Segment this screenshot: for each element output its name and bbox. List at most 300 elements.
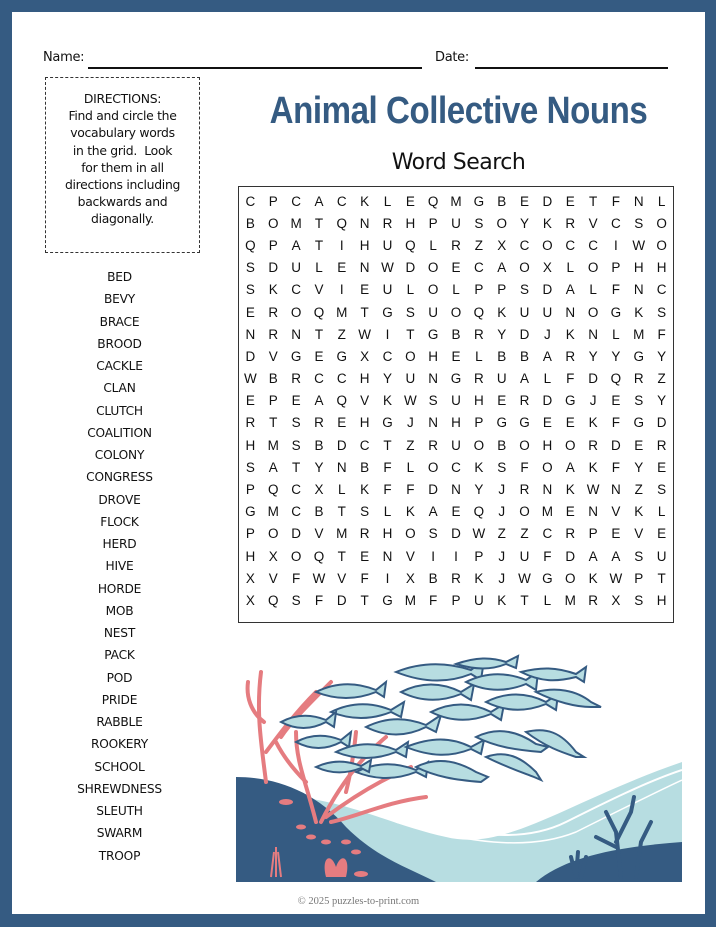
grid-cell[interactable]: P	[451, 592, 461, 608]
grid-cell[interactable]: S	[657, 482, 667, 498]
grid-cell[interactable]: E	[451, 504, 461, 520]
grid-cell[interactable]: D	[336, 592, 347, 608]
grid-cell[interactable]: O	[564, 437, 576, 453]
grid-cell[interactable]: B	[497, 437, 507, 453]
grid-cell[interactable]: W	[472, 526, 486, 542]
grid-cell[interactable]: O	[587, 304, 599, 320]
grid-cell[interactable]: P	[474, 282, 484, 298]
grid-cell[interactable]: E	[497, 393, 507, 409]
grid-cell[interactable]: K	[382, 393, 392, 409]
grid-cell[interactable]: T	[360, 592, 369, 608]
grid-cell[interactable]: D	[245, 348, 256, 364]
grid-cell[interactable]: H	[245, 548, 256, 564]
grid-cell[interactable]: A	[428, 504, 438, 520]
grid-cell[interactable]: Q	[336, 393, 348, 409]
grid-cell[interactable]: C	[314, 371, 324, 387]
grid-cell[interactable]: U	[291, 260, 301, 276]
grid-cell[interactable]: Q	[268, 592, 279, 608]
grid-cell[interactable]: G	[496, 415, 507, 431]
grid-cell[interactable]: R	[382, 215, 393, 231]
grid-cell[interactable]: B	[268, 371, 278, 387]
grid-cell[interactable]: E	[245, 393, 255, 409]
grid-cell[interactable]: E	[360, 548, 370, 564]
grid-cell[interactable]: G	[564, 393, 576, 409]
grid-cell[interactable]: A	[588, 548, 598, 564]
grid-cell[interactable]: E	[565, 415, 575, 431]
grid-cell[interactable]: D	[291, 526, 301, 542]
grid-cell[interactable]: F	[611, 193, 621, 209]
grid-cell[interactable]: P	[428, 215, 438, 231]
grid-cell[interactable]: L	[566, 260, 574, 276]
grid-cell[interactable]: O	[587, 260, 599, 276]
grid-cell[interactable]: A	[542, 348, 552, 364]
grid-cell[interactable]: B	[314, 504, 324, 520]
grid-cell[interactable]: C	[382, 348, 393, 364]
grid-cell[interactable]: O	[427, 459, 439, 475]
grid-cell[interactable]: Q	[336, 215, 348, 231]
grid-cell[interactable]: K	[474, 459, 484, 475]
grid-cell[interactable]: L	[383, 504, 392, 520]
grid-cell[interactable]: K	[497, 592, 507, 608]
grid-cell[interactable]: A	[520, 371, 530, 387]
grid-cell[interactable]: P	[588, 526, 598, 542]
grid-cell[interactable]: Q	[268, 482, 279, 498]
grid-cell[interactable]: O	[268, 526, 279, 542]
grid-cell[interactable]: Q	[405, 237, 416, 253]
grid-cell[interactable]: B	[428, 570, 438, 586]
grid-cell[interactable]: N	[428, 371, 439, 387]
grid-cell[interactable]: R	[633, 371, 644, 387]
grid-cell[interactable]: S	[634, 215, 644, 231]
grid-cell[interactable]: L	[657, 504, 666, 520]
grid-cell[interactable]: E	[611, 526, 621, 542]
grid-cell[interactable]: N	[542, 482, 553, 498]
grid-cell[interactable]: S	[245, 260, 255, 276]
grid-cell[interactable]: H	[359, 237, 370, 253]
grid-cell[interactable]: C	[473, 260, 484, 276]
grid-cell[interactable]: U	[519, 548, 530, 564]
grid-cell[interactable]: O	[427, 282, 439, 298]
grid-cell[interactable]: F	[543, 548, 552, 564]
grid-cell[interactable]: D	[656, 415, 667, 431]
grid-cell[interactable]: N	[611, 482, 621, 498]
grid-cell[interactable]: B	[497, 348, 507, 364]
grid-cell[interactable]: R	[565, 526, 576, 542]
grid-cell[interactable]: F	[291, 570, 301, 586]
grid-cell[interactable]: Q	[473, 304, 485, 320]
grid-cell[interactable]: G	[542, 570, 553, 586]
grid-cell[interactable]: R	[473, 326, 484, 342]
grid-cell[interactable]: E	[245, 304, 255, 320]
grid-cell[interactable]: W	[381, 260, 394, 276]
word-search-grid[interactable]	[238, 186, 674, 623]
grid-cell[interactable]: Z	[520, 526, 529, 542]
grid-cell[interactable]: O	[473, 437, 485, 453]
grid-cell[interactable]: C	[291, 193, 301, 209]
grid-cell[interactable]: X	[360, 348, 370, 364]
grid-cell[interactable]: K	[474, 570, 484, 586]
grid-cell[interactable]: L	[612, 326, 620, 342]
grid-cell[interactable]: O	[427, 260, 439, 276]
grid-cell[interactable]: O	[268, 215, 279, 231]
grid-cell[interactable]: S	[428, 526, 438, 542]
grid-cell[interactable]: A	[565, 282, 575, 298]
grid-cell[interactable]: L	[315, 260, 323, 276]
grid-cell[interactable]: E	[565, 504, 575, 520]
grid-cell[interactable]: H	[656, 592, 667, 608]
grid-cell[interactable]: P	[268, 237, 278, 253]
grid-cell[interactable]: K	[588, 570, 598, 586]
grid-cell[interactable]: Y	[382, 371, 392, 387]
grid-cell[interactable]: H	[245, 437, 256, 453]
grid-cell[interactable]: P	[634, 570, 644, 586]
grid-cell[interactable]: P	[268, 193, 278, 209]
grid-cell[interactable]: G	[473, 193, 485, 209]
grid-cell[interactable]: F	[566, 371, 575, 387]
grid-cell[interactable]: J	[498, 504, 506, 520]
grid-cell[interactable]: Z	[634, 482, 643, 498]
grid-cell[interactable]: P	[268, 393, 278, 409]
grid-cell[interactable]: V	[268, 570, 278, 586]
grid-cell[interactable]: F	[406, 482, 415, 498]
grid-cell[interactable]: L	[475, 348, 483, 364]
grid-cell[interactable]: Z	[406, 437, 415, 453]
grid-cell[interactable]: D	[405, 260, 416, 276]
grid-cell[interactable]: G	[450, 371, 462, 387]
grid-cell[interactable]: R	[245, 415, 256, 431]
grid-cell[interactable]: U	[451, 215, 461, 231]
grid-cell[interactable]: O	[450, 304, 462, 320]
grid-cell[interactable]: L	[543, 371, 552, 387]
grid-cell[interactable]: E	[337, 415, 347, 431]
grid-cell[interactable]: Y	[520, 215, 530, 231]
grid-cell[interactable]: R	[359, 526, 370, 542]
grid-cell[interactable]: C	[611, 215, 621, 231]
grid-cell[interactable]: Z	[497, 526, 506, 542]
grid-cell[interactable]: S	[291, 415, 301, 431]
grid-cell[interactable]: O	[496, 215, 507, 231]
grid-cell[interactable]: I	[431, 548, 436, 564]
grid-cell[interactable]: N	[565, 304, 576, 320]
grid-cell[interactable]: C	[519, 237, 530, 253]
grid-cell[interactable]: M	[336, 526, 348, 542]
grid-cell[interactable]: M	[450, 193, 462, 209]
grid-cell[interactable]: N	[291, 326, 301, 342]
grid-cell[interactable]: J	[498, 570, 506, 586]
grid-cell[interactable]: T	[657, 570, 666, 586]
grid-cell[interactable]: R	[451, 237, 461, 253]
grid-cell[interactable]: D	[611, 437, 621, 453]
grid-cell[interactable]: L	[406, 282, 415, 298]
grid-cell[interactable]: M	[267, 437, 279, 453]
grid-cell[interactable]: T	[314, 326, 324, 342]
grid-cell[interactable]: C	[291, 482, 301, 498]
grid-cell[interactable]: U	[405, 371, 416, 387]
grid-cell[interactable]: O	[290, 548, 302, 564]
grid-cell[interactable]: Z	[474, 237, 483, 253]
grid-cell[interactable]: X	[611, 592, 621, 608]
grid-cell[interactable]: A	[565, 459, 575, 475]
grid-cell[interactable]: G	[519, 415, 530, 431]
grid-cell[interactable]: K	[588, 459, 598, 475]
grid-cell[interactable]: C	[291, 282, 301, 298]
grid-cell[interactable]: H	[405, 215, 416, 231]
grid-cell[interactable]: O	[405, 348, 416, 364]
grid-cell[interactable]: U	[473, 592, 484, 608]
grid-cell[interactable]: G	[427, 326, 439, 342]
grid-cell[interactable]: W	[403, 393, 417, 409]
grid-cell[interactable]: U	[382, 282, 393, 298]
grid-cell[interactable]: D	[268, 260, 279, 276]
grid-cell[interactable]: M	[404, 592, 416, 608]
grid-cell[interactable]: W	[586, 482, 600, 498]
grid-cell[interactable]: U	[451, 437, 461, 453]
grid-cell[interactable]: U	[656, 548, 667, 564]
grid-cell[interactable]: C	[336, 193, 347, 209]
grid-cell[interactable]: P	[245, 526, 255, 542]
grid-cell[interactable]: P	[245, 482, 255, 498]
grid-cell[interactable]: Q	[473, 504, 485, 520]
grid-cell[interactable]: E	[451, 260, 461, 276]
grid-cell[interactable]: V	[588, 215, 598, 231]
name-line[interactable]	[88, 67, 422, 69]
grid-cell[interactable]: E	[565, 193, 575, 209]
grid-cell[interactable]: C	[359, 437, 370, 453]
grid-cell[interactable]: W	[358, 326, 372, 342]
grid-cell[interactable]: Y	[634, 459, 644, 475]
grid-cell[interactable]: Y	[497, 326, 507, 342]
grid-cell[interactable]: N	[588, 326, 598, 342]
grid-cell[interactable]: L	[406, 459, 415, 475]
grid-cell[interactable]: S	[291, 592, 301, 608]
grid-cell[interactable]: R	[291, 371, 301, 387]
grid-cell[interactable]: T	[269, 415, 278, 431]
grid-cell[interactable]: N	[336, 459, 347, 475]
grid-cell[interactable]: S	[428, 393, 438, 409]
grid-cell[interactable]: A	[314, 193, 324, 209]
grid-cell[interactable]: B	[451, 326, 461, 342]
grid-cell[interactable]: V	[611, 504, 621, 520]
grid-cell[interactable]: C	[336, 371, 347, 387]
grid-cell[interactable]: W	[244, 371, 257, 387]
grid-cell[interactable]: Q	[610, 371, 622, 387]
grid-cell[interactable]: T	[337, 548, 346, 564]
grid-cell[interactable]: L	[452, 282, 460, 298]
grid-cell[interactable]: C	[542, 526, 553, 542]
grid-cell[interactable]: A	[291, 237, 301, 253]
grid-cell[interactable]: R	[519, 393, 530, 409]
grid-cell[interactable]: J	[498, 548, 506, 564]
grid-cell[interactable]: S	[657, 304, 667, 320]
grid-cell[interactable]: V	[405, 548, 415, 564]
grid-cell[interactable]: J	[589, 393, 597, 409]
grid-cell[interactable]: R	[656, 437, 667, 453]
grid-cell[interactable]: X	[245, 570, 255, 586]
grid-cell[interactable]: L	[657, 193, 666, 209]
grid-cell[interactable]: E	[520, 193, 530, 209]
grid-cell[interactable]: K	[360, 193, 370, 209]
grid-cell[interactable]: L	[383, 193, 392, 209]
grid-cell[interactable]: X	[405, 570, 415, 586]
grid-cell[interactable]: H	[656, 260, 667, 276]
grid-cell[interactable]: T	[406, 326, 415, 342]
grid-cell[interactable]: A	[314, 393, 324, 409]
grid-cell[interactable]: S	[634, 548, 644, 564]
grid-cell[interactable]: F	[429, 592, 438, 608]
grid-cell[interactable]: F	[383, 459, 392, 475]
grid-cell[interactable]: H	[359, 415, 370, 431]
grid-cell[interactable]: K	[634, 504, 644, 520]
grid-cell[interactable]: R	[268, 304, 279, 320]
grid-cell[interactable]: D	[336, 437, 347, 453]
grid-cell[interactable]: F	[611, 282, 621, 298]
grid-cell[interactable]: T	[291, 459, 301, 475]
grid-cell[interactable]: N	[588, 504, 598, 520]
grid-cell[interactable]: U	[496, 371, 507, 387]
grid-cell[interactable]: G	[336, 348, 348, 364]
grid-cell[interactable]: S	[405, 304, 415, 320]
grid-cell[interactable]: B	[360, 459, 370, 475]
grid-cell[interactable]: U	[428, 304, 439, 320]
grid-cell[interactable]: C	[656, 282, 667, 298]
grid-cell[interactable]: U	[451, 393, 461, 409]
grid-cell[interactable]: V	[314, 526, 324, 542]
grid-cell[interactable]: J	[406, 415, 414, 431]
grid-cell[interactable]: H	[633, 260, 644, 276]
grid-cell[interactable]: R	[565, 348, 576, 364]
grid-cell[interactable]: T	[520, 592, 529, 608]
grid-cell[interactable]: N	[633, 282, 644, 298]
grid-cell[interactable]: Q	[313, 304, 325, 320]
grid-cell[interactable]: V	[360, 393, 370, 409]
grid-cell[interactable]: N	[451, 482, 461, 498]
grid-cell[interactable]: V	[314, 282, 324, 298]
grid-cell[interactable]: I	[385, 570, 390, 586]
grid-cell[interactable]: C	[245, 193, 256, 209]
grid-cell[interactable]: R	[428, 437, 439, 453]
grid-cell[interactable]: S	[245, 459, 255, 475]
grid-cell[interactable]: F	[360, 570, 369, 586]
grid-cell[interactable]: V	[268, 348, 278, 364]
grid-cell[interactable]: S	[360, 504, 370, 520]
grid-cell[interactable]: G	[610, 304, 622, 320]
grid-cell[interactable]: O	[519, 260, 530, 276]
grid-cell[interactable]: V	[337, 570, 347, 586]
grid-cell[interactable]: O	[519, 437, 530, 453]
grid-cell[interactable]: E	[634, 437, 644, 453]
grid-cell[interactable]: U	[519, 304, 530, 320]
grid-cell[interactable]: D	[565, 548, 576, 564]
grid-cell[interactable]: K	[405, 504, 415, 520]
grid-cell[interactable]: E	[611, 393, 621, 409]
grid-cell[interactable]: H	[542, 437, 553, 453]
grid-cell[interactable]: G	[382, 415, 393, 431]
grid-cell[interactable]: F	[520, 459, 529, 475]
grid-cell[interactable]: N	[382, 548, 393, 564]
grid-cell[interactable]: I	[385, 326, 390, 342]
grid-cell[interactable]: G	[382, 304, 393, 320]
grid-cell[interactable]: O	[542, 459, 553, 475]
grid-cell[interactable]: R	[588, 437, 598, 453]
grid-cell[interactable]: C	[291, 504, 301, 520]
grid-cell[interactable]: S	[520, 282, 530, 298]
grid-cell[interactable]: H	[451, 415, 461, 431]
grid-cell[interactable]: P	[611, 260, 621, 276]
grid-cell[interactable]: S	[634, 592, 644, 608]
grid-cell[interactable]: E	[405, 193, 415, 209]
grid-cell[interactable]: V	[634, 526, 644, 542]
grid-cell[interactable]: R	[588, 592, 598, 608]
grid-cell[interactable]: X	[314, 482, 324, 498]
grid-cell[interactable]: R	[565, 215, 576, 231]
grid-cell[interactable]: K	[565, 326, 575, 342]
grid-cell[interactable]: L	[338, 482, 346, 498]
grid-cell[interactable]: Q	[313, 548, 325, 564]
grid-cell[interactable]: S	[497, 459, 507, 475]
grid-cell[interactable]: X	[245, 592, 255, 608]
grid-cell[interactable]: C	[451, 459, 461, 475]
grid-cell[interactable]: K	[565, 482, 575, 498]
grid-cell[interactable]: Q	[245, 237, 256, 253]
grid-cell[interactable]: N	[359, 215, 370, 231]
grid-cell[interactable]: M	[290, 215, 302, 231]
grid-cell[interactable]: D	[542, 282, 553, 298]
grid-cell[interactable]: W	[632, 237, 646, 253]
grid-cell[interactable]: D	[428, 482, 439, 498]
grid-cell[interactable]: I	[614, 237, 618, 253]
grid-cell[interactable]: H	[428, 348, 439, 364]
grid-cell[interactable]: E	[337, 260, 347, 276]
grid-cell[interactable]: B	[314, 437, 324, 453]
grid-cell[interactable]: K	[542, 215, 552, 231]
grid-cell[interactable]: T	[337, 504, 346, 520]
grid-cell[interactable]: N	[359, 260, 370, 276]
grid-cell[interactable]: B	[497, 193, 507, 209]
grid-cell[interactable]: Y	[657, 393, 667, 409]
grid-cell[interactable]: D	[451, 526, 461, 542]
grid-cell[interactable]: D	[542, 393, 553, 409]
grid-cell[interactable]: K	[360, 482, 370, 498]
grid-cell[interactable]: H	[359, 371, 370, 387]
grid-cell[interactable]: Q	[427, 193, 439, 209]
grid-cell[interactable]: P	[474, 415, 484, 431]
grid-cell[interactable]: O	[656, 215, 667, 231]
grid-cell[interactable]: Y	[474, 482, 484, 498]
grid-cell[interactable]: O	[656, 237, 667, 253]
grid-cell[interactable]: Y	[657, 348, 667, 364]
grid-cell[interactable]: K	[268, 282, 278, 298]
grid-cell[interactable]: N	[245, 326, 256, 342]
grid-cell[interactable]: J	[544, 326, 551, 342]
grid-cell[interactable]: F	[657, 326, 666, 342]
grid-cell[interactable]: E	[657, 526, 667, 542]
grid-cell[interactable]: T	[314, 237, 324, 253]
grid-cell[interactable]: T	[314, 215, 324, 231]
grid-cell[interactable]: N	[428, 415, 439, 431]
grid-cell[interactable]: T	[588, 193, 598, 209]
grid-cell[interactable]: O	[519, 504, 530, 520]
grid-cell[interactable]: F	[611, 415, 621, 431]
grid-cell[interactable]: O	[542, 237, 553, 253]
grid-cell[interactable]: F	[314, 592, 324, 608]
grid-cell[interactable]: R	[268, 326, 279, 342]
grid-cell[interactable]: D	[588, 371, 598, 387]
grid-cell[interactable]: A	[611, 548, 621, 564]
grid-cell[interactable]: E	[542, 415, 552, 431]
grid-cell[interactable]: W	[518, 570, 531, 586]
grid-cell[interactable]: M	[564, 592, 576, 608]
grid-cell[interactable]: M	[541, 504, 554, 520]
